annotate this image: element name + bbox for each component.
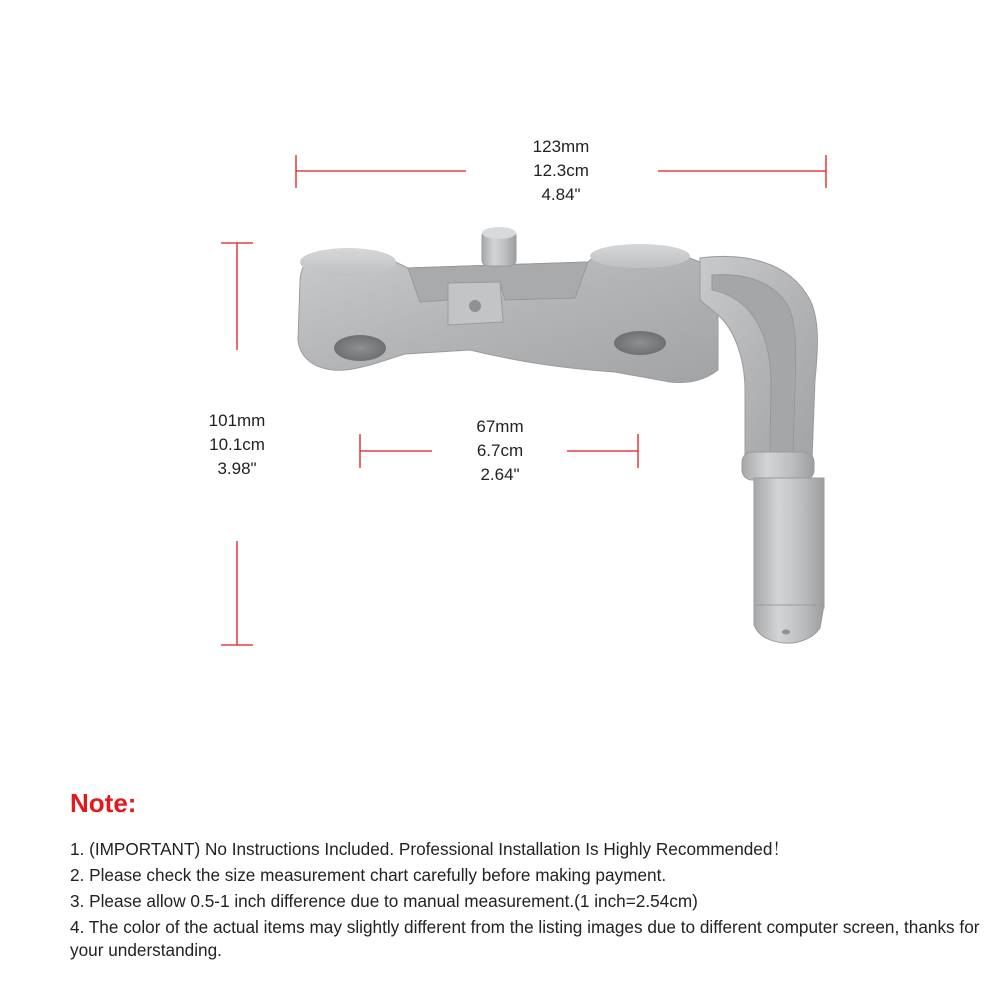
note-item: 4. The color of the actual items may slightly different from the listing images due to different computer screen, thanks for your understanding. [70, 917, 980, 960]
note-item: 1. (IMPORTANT) No Instructions Included. Professional Installation Is Highly Recommended！ [70, 839, 790, 859]
height-mm: 101mm [208, 411, 266, 430]
note-item: 2. Please check the size measurement chart carefully before making payment. [70, 865, 667, 885]
height-inch: 3.98" [217, 459, 257, 478]
width-inch: 4.84" [541, 185, 581, 204]
width-cm: 12.3cm [533, 161, 589, 180]
width-mm: 123mm [532, 137, 590, 156]
bracket-part [298, 227, 824, 643]
width-dimension-label [511, 135, 611, 207]
height-cm: 10.1cm [209, 435, 265, 454]
note-title: Note: [70, 788, 137, 818]
height-dimension-label [187, 409, 287, 481]
note-item: 3. Please allow 0.5-1 inch difference due to manual measurement.(1 inch=2.54cm) [70, 891, 698, 911]
hole-spacing-cm: 6.7cm [476, 441, 524, 460]
hole-spacing-inch: 2.64" [480, 465, 520, 484]
dimension-lines [221, 155, 826, 645]
hole-spacing-dimension-label [450, 415, 550, 487]
note-list [70, 836, 980, 962]
hole-spacing-mm: 67mm [476, 417, 524, 436]
